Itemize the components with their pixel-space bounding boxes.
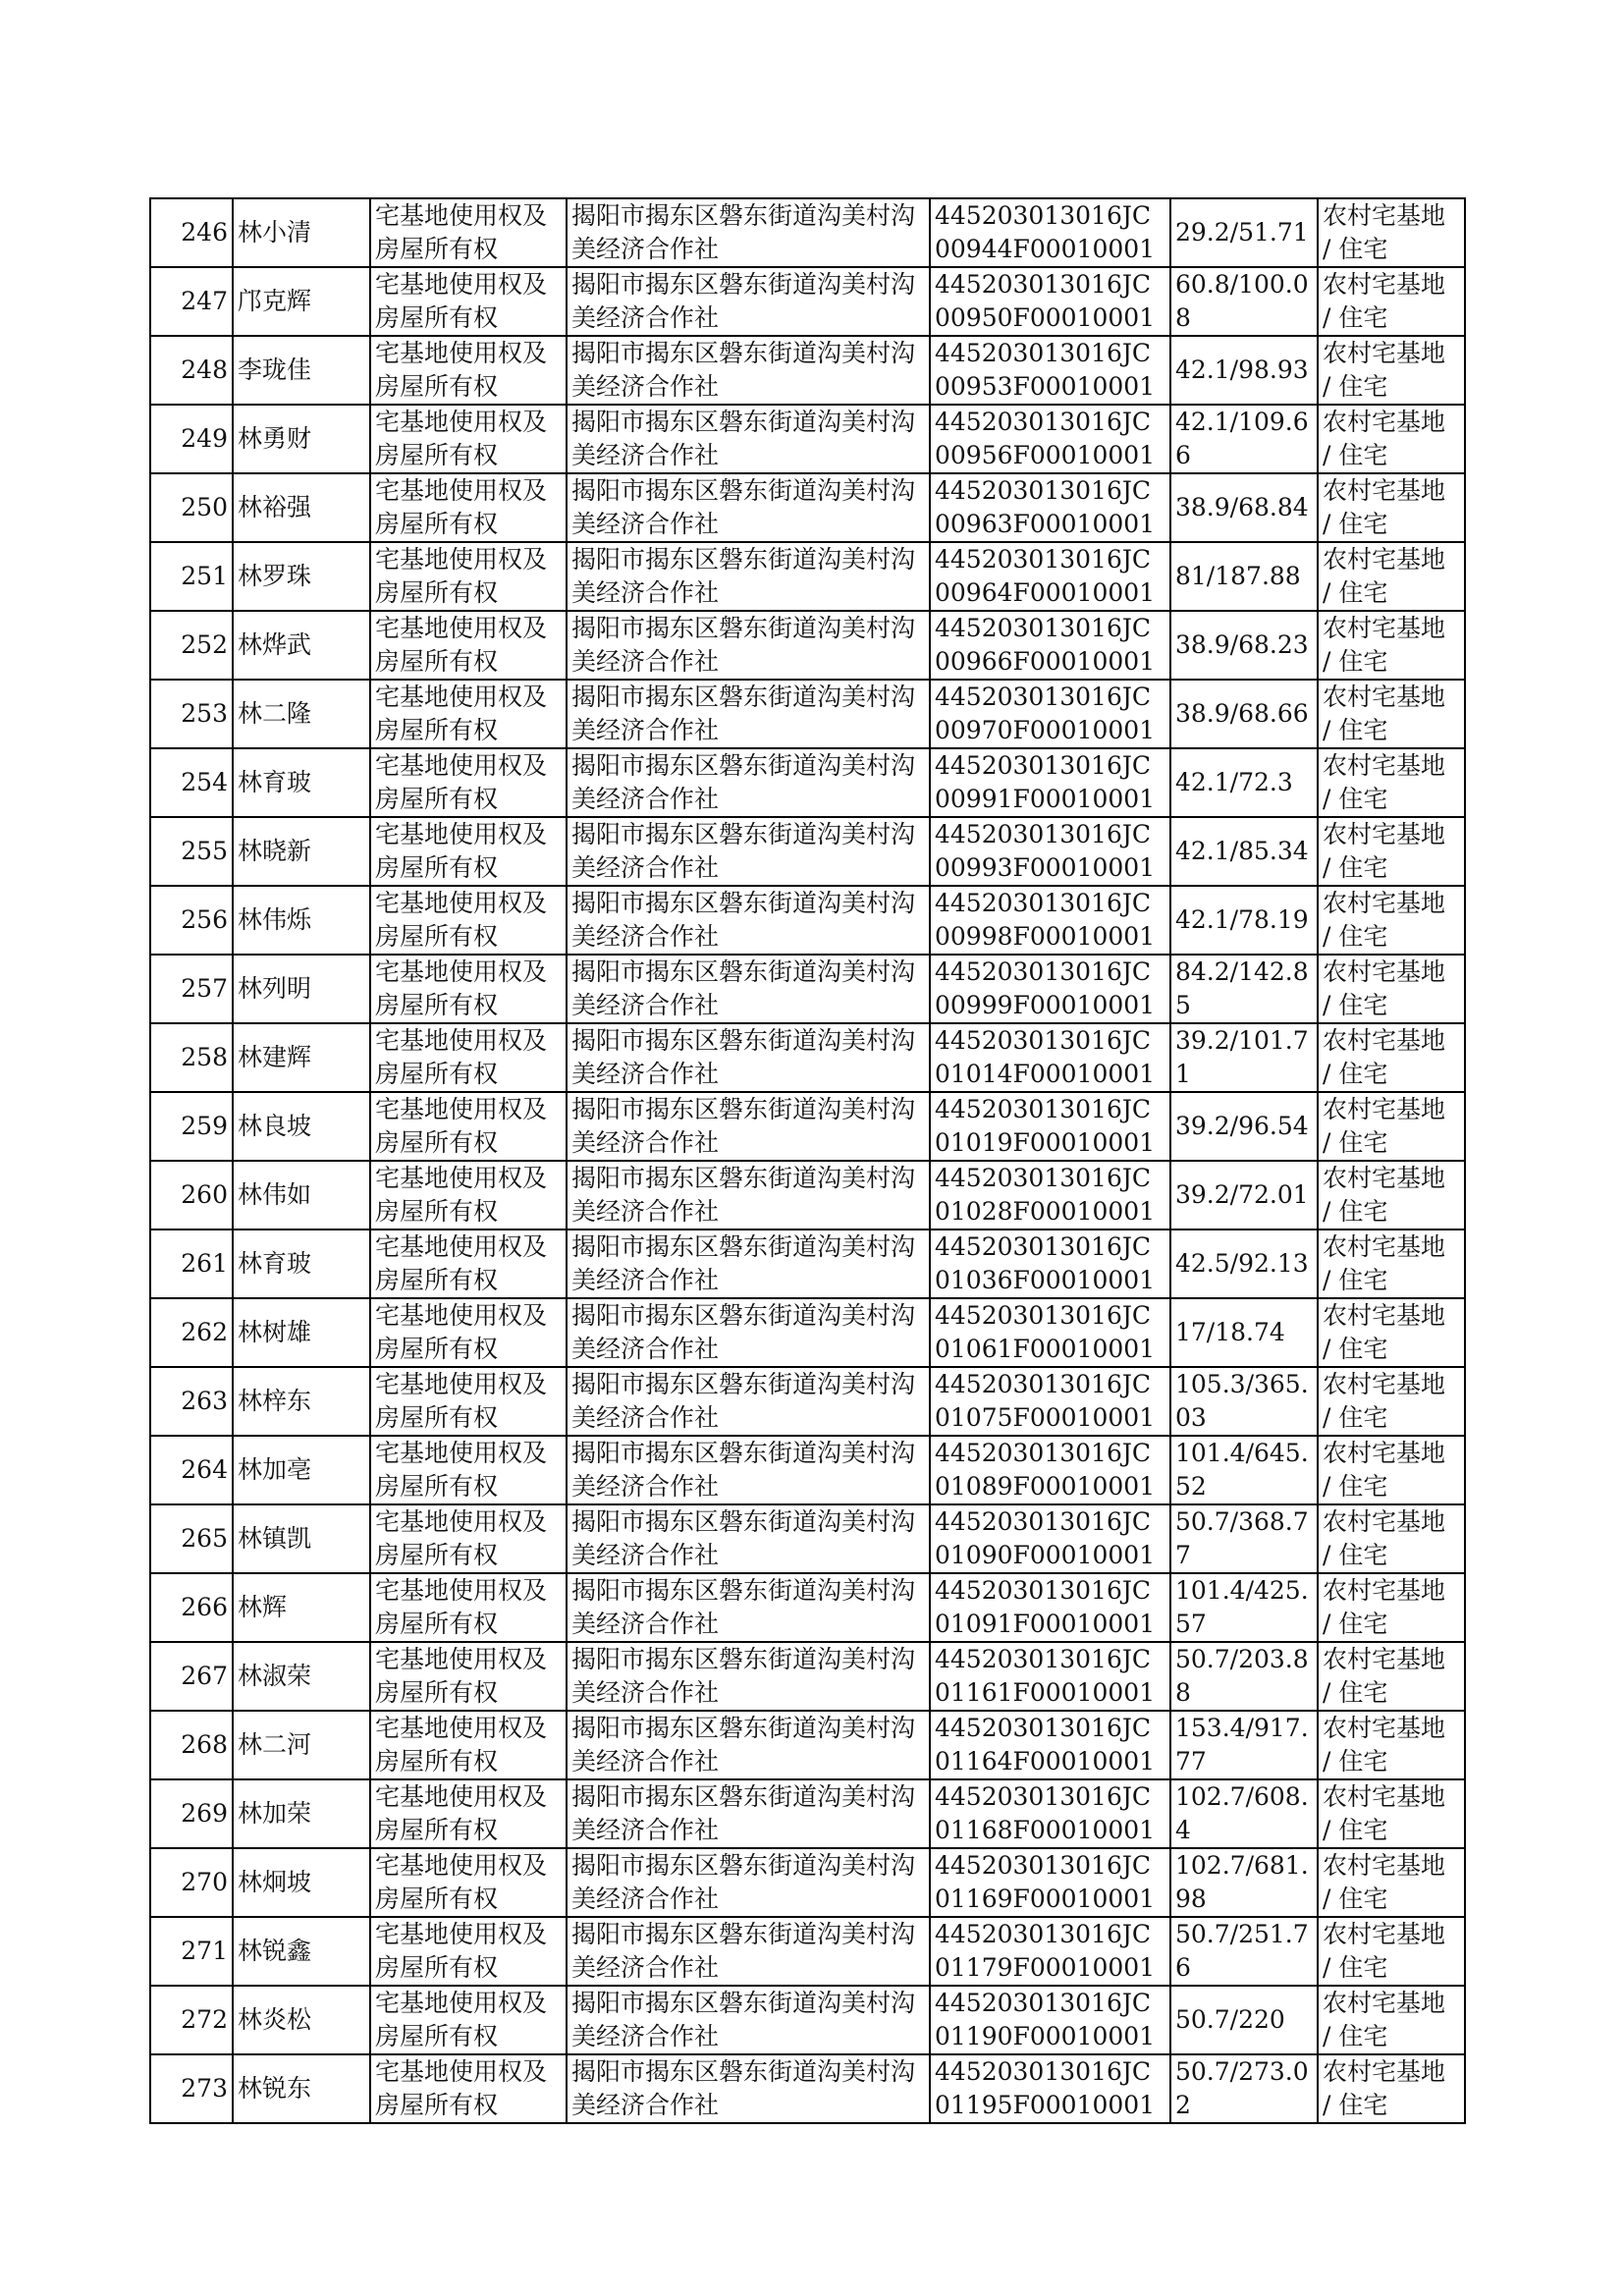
cell-usage: 农村宅基地 / 住宅 <box>1318 680 1465 748</box>
cell-usage: 农村宅基地 / 住宅 <box>1318 611 1465 680</box>
cell-right-type: 宅基地使用权及房屋所有权 <box>370 1779 567 1848</box>
cell-unit-code: 445203013016JC01036F00010001 <box>930 1229 1170 1298</box>
table-row <box>150 336 1465 405</box>
cell-right-type: 宅基地使用权及房屋所有权 <box>370 748 567 817</box>
cell-owner-name: 林淑荣 <box>233 1642 370 1711</box>
cell-right-type: 宅基地使用权及房屋所有权 <box>370 886 567 955</box>
cell-owner-name: 林二隆 <box>233 680 370 748</box>
table-row <box>150 1986 1465 2054</box>
table-row <box>150 1642 1465 1711</box>
cell-location: 揭阳市揭东区磐东街道沟美村沟美经济合作社 <box>567 1642 930 1711</box>
cell-usage: 农村宅基地 / 住宅 <box>1318 748 1465 817</box>
cell-area: 81/187.88 <box>1170 542 1318 611</box>
cell-area: 42.1/109.66 <box>1170 405 1318 473</box>
cell-location: 揭阳市揭东区磐东街道沟美村沟美经济合作社 <box>567 886 930 955</box>
table-row <box>150 1092 1465 1161</box>
cell-row-number: 248 <box>150 336 233 405</box>
cell-right-type: 宅基地使用权及房屋所有权 <box>370 1917 567 1986</box>
cell-unit-code: 445203013016JC00950F00010001 <box>930 267 1170 336</box>
cell-right-type: 宅基地使用权及房屋所有权 <box>370 1986 567 2054</box>
cell-unit-code: 445203013016JC01179F00010001 <box>930 1917 1170 1986</box>
cell-location: 揭阳市揭东区磐东街道沟美村沟美经济合作社 <box>567 2054 930 2123</box>
cell-right-type: 宅基地使用权及房屋所有权 <box>370 611 567 680</box>
cell-location: 揭阳市揭东区磐东街道沟美村沟美经济合作社 <box>567 1504 930 1573</box>
cell-usage: 农村宅基地 / 住宅 <box>1318 1436 1465 1504</box>
cell-unit-code: 445203013016JC00953F00010001 <box>930 336 1170 405</box>
cell-row-number: 259 <box>150 1092 233 1161</box>
cell-area: 102.7/608.4 <box>1170 1779 1318 1848</box>
cell-area: 42.1/78.19 <box>1170 886 1318 955</box>
cell-area: 50.7/273.02 <box>1170 2054 1318 2123</box>
table-row <box>150 267 1465 336</box>
cell-location: 揭阳市揭东区磐东街道沟美村沟美经济合作社 <box>567 1161 930 1229</box>
cell-row-number: 264 <box>150 1436 233 1504</box>
cell-row-number: 247 <box>150 267 233 336</box>
cell-location: 揭阳市揭东区磐东街道沟美村沟美经济合作社 <box>567 1367 930 1436</box>
cell-row-number: 246 <box>150 198 233 267</box>
cell-row-number: 254 <box>150 748 233 817</box>
cell-usage: 农村宅基地 / 住宅 <box>1318 1779 1465 1848</box>
table-row <box>150 1298 1465 1367</box>
cell-usage: 农村宅基地 / 住宅 <box>1318 1367 1465 1436</box>
cell-owner-name: 林加荣 <box>233 1779 370 1848</box>
cell-unit-code: 445203013016JC00956F00010001 <box>930 405 1170 473</box>
cell-usage: 农村宅基地 / 住宅 <box>1318 198 1465 267</box>
cell-owner-name: 林二河 <box>233 1711 370 1779</box>
cell-owner-name: 林勇财 <box>233 405 370 473</box>
cell-right-type: 宅基地使用权及房屋所有权 <box>370 405 567 473</box>
cell-usage: 农村宅基地 / 住宅 <box>1318 1573 1465 1642</box>
cell-unit-code: 445203013016JC01164F00010001 <box>930 1711 1170 1779</box>
cell-location: 揭阳市揭东区磐东街道沟美村沟美经济合作社 <box>567 1023 930 1092</box>
registry-rows <box>150 198 1465 2123</box>
cell-usage: 农村宅基地 / 住宅 <box>1318 1092 1465 1161</box>
cell-location: 揭阳市揭东区磐东街道沟美村沟美经济合作社 <box>567 1298 930 1367</box>
cell-location: 揭阳市揭东区磐东街道沟美村沟美经济合作社 <box>567 748 930 817</box>
table-row <box>150 955 1465 1023</box>
table-row <box>150 748 1465 817</box>
cell-owner-name: 李珑佳 <box>233 336 370 405</box>
cell-area: 153.4/917.77 <box>1170 1711 1318 1779</box>
cell-row-number: 262 <box>150 1298 233 1367</box>
cell-owner-name: 林炯坡 <box>233 1848 370 1917</box>
cell-unit-code: 445203013016JC01091F00010001 <box>930 1573 1170 1642</box>
table-row <box>150 886 1465 955</box>
cell-location: 揭阳市揭东区磐东街道沟美村沟美经济合作社 <box>567 267 930 336</box>
cell-owner-name: 林育玻 <box>233 1229 370 1298</box>
cell-usage: 农村宅基地 / 住宅 <box>1318 1504 1465 1573</box>
cell-row-number: 253 <box>150 680 233 748</box>
cell-row-number: 268 <box>150 1711 233 1779</box>
cell-area: 17/18.74 <box>1170 1298 1318 1367</box>
cell-unit-code: 445203013016JC01075F00010001 <box>930 1367 1170 1436</box>
cell-location: 揭阳市揭东区磐东街道沟美村沟美经济合作社 <box>567 1848 930 1917</box>
cell-owner-name: 林育玻 <box>233 748 370 817</box>
cell-unit-code: 445203013016JC01014F00010001 <box>930 1023 1170 1092</box>
cell-unit-code: 445203013016JC01169F00010001 <box>930 1848 1170 1917</box>
cell-usage: 农村宅基地 / 住宅 <box>1318 336 1465 405</box>
cell-right-type: 宅基地使用权及房屋所有权 <box>370 2054 567 2123</box>
cell-unit-code: 445203013016JC00966F00010001 <box>930 611 1170 680</box>
table-row <box>150 1023 1465 1092</box>
cell-owner-name: 林裕强 <box>233 473 370 542</box>
cell-unit-code: 445203013016JC01089F00010001 <box>930 1436 1170 1504</box>
cell-unit-code: 445203013016JC00991F00010001 <box>930 748 1170 817</box>
cell-usage: 农村宅基地 / 住宅 <box>1318 1642 1465 1711</box>
cell-owner-name: 林炎松 <box>233 1986 370 2054</box>
cell-area: 39.2/101.71 <box>1170 1023 1318 1092</box>
cell-location: 揭阳市揭东区磐东街道沟美村沟美经济合作社 <box>567 1573 930 1642</box>
cell-right-type: 宅基地使用权及房屋所有权 <box>370 198 567 267</box>
cell-usage: 农村宅基地 / 住宅 <box>1318 1161 1465 1229</box>
cell-unit-code: 445203013016JC00998F00010001 <box>930 886 1170 955</box>
table-row <box>150 1917 1465 1986</box>
cell-row-number: 252 <box>150 611 233 680</box>
cell-owner-name: 林锐东 <box>233 2054 370 2123</box>
cell-area: 39.2/72.01 <box>1170 1161 1318 1229</box>
cell-area: 60.8/100.08 <box>1170 267 1318 336</box>
cell-area: 50.7/251.76 <box>1170 1917 1318 1986</box>
table-row <box>150 473 1465 542</box>
cell-right-type: 宅基地使用权及房屋所有权 <box>370 542 567 611</box>
table-row <box>150 1367 1465 1436</box>
cell-row-number: 263 <box>150 1367 233 1436</box>
cell-right-type: 宅基地使用权及房屋所有权 <box>370 680 567 748</box>
cell-unit-code: 445203013016JC01090F00010001 <box>930 1504 1170 1573</box>
cell-right-type: 宅基地使用权及房屋所有权 <box>370 955 567 1023</box>
cell-owner-name: 林树雄 <box>233 1298 370 1367</box>
table-row <box>150 1779 1465 1848</box>
table-row <box>150 198 1465 267</box>
cell-row-number: 267 <box>150 1642 233 1711</box>
cell-unit-code: 445203013016JC00963F00010001 <box>930 473 1170 542</box>
table-row <box>150 1504 1465 1573</box>
cell-area: 105.3/365.03 <box>1170 1367 1318 1436</box>
cell-unit-code: 445203013016JC00999F00010001 <box>930 955 1170 1023</box>
cell-owner-name: 林加亳 <box>233 1436 370 1504</box>
cell-right-type: 宅基地使用权及房屋所有权 <box>370 1367 567 1436</box>
table-row <box>150 611 1465 680</box>
cell-location: 揭阳市揭东区磐东街道沟美村沟美经济合作社 <box>567 405 930 473</box>
cell-usage: 农村宅基地 / 住宅 <box>1318 1711 1465 1779</box>
cell-owner-name: 林锐鑫 <box>233 1917 370 1986</box>
registry-table <box>149 197 1466 2124</box>
table-row <box>150 1711 1465 1779</box>
cell-row-number: 271 <box>150 1917 233 1986</box>
cell-right-type: 宅基地使用权及房屋所有权 <box>370 267 567 336</box>
table-row <box>150 405 1465 473</box>
cell-area: 38.9/68.23 <box>1170 611 1318 680</box>
cell-location: 揭阳市揭东区磐东街道沟美村沟美经济合作社 <box>567 955 930 1023</box>
table-row <box>150 1229 1465 1298</box>
cell-right-type: 宅基地使用权及房屋所有权 <box>370 1504 567 1573</box>
cell-right-type: 宅基地使用权及房屋所有权 <box>370 1092 567 1161</box>
cell-row-number: 273 <box>150 2054 233 2123</box>
cell-row-number: 255 <box>150 817 233 886</box>
cell-right-type: 宅基地使用权及房屋所有权 <box>370 336 567 405</box>
cell-area: 50.7/220 <box>1170 1986 1318 2054</box>
cell-right-type: 宅基地使用权及房屋所有权 <box>370 1436 567 1504</box>
cell-owner-name: 林罗珠 <box>233 542 370 611</box>
cell-owner-name: 林辉 <box>233 1573 370 1642</box>
cell-usage: 农村宅基地 / 住宅 <box>1318 405 1465 473</box>
table-row <box>150 817 1465 886</box>
table-row <box>150 2054 1465 2123</box>
cell-area: 101.4/425.57 <box>1170 1573 1318 1642</box>
cell-area: 29.2/51.71 <box>1170 198 1318 267</box>
cell-location: 揭阳市揭东区磐东街道沟美村沟美经济合作社 <box>567 473 930 542</box>
table-row <box>150 1848 1465 1917</box>
cell-owner-name: 林烨武 <box>233 611 370 680</box>
cell-owner-name: 林小清 <box>233 198 370 267</box>
cell-row-number: 250 <box>150 473 233 542</box>
cell-usage: 农村宅基地 / 住宅 <box>1318 267 1465 336</box>
cell-area: 42.1/98.93 <box>1170 336 1318 405</box>
cell-location: 揭阳市揭东区磐东街道沟美村沟美经济合作社 <box>567 198 930 267</box>
cell-location: 揭阳市揭东区磐东街道沟美村沟美经济合作社 <box>567 1092 930 1161</box>
cell-right-type: 宅基地使用权及房屋所有权 <box>370 1848 567 1917</box>
cell-area: 38.9/68.84 <box>1170 473 1318 542</box>
cell-usage: 农村宅基地 / 住宅 <box>1318 955 1465 1023</box>
cell-location: 揭阳市揭东区磐东街道沟美村沟美经济合作社 <box>567 1711 930 1779</box>
cell-area: 101.4/645.52 <box>1170 1436 1318 1504</box>
cell-unit-code: 445203013016JC01061F00010001 <box>930 1298 1170 1367</box>
cell-location: 揭阳市揭东区磐东街道沟美村沟美经济合作社 <box>567 817 930 886</box>
cell-right-type: 宅基地使用权及房屋所有权 <box>370 1642 567 1711</box>
cell-area: 42.1/85.34 <box>1170 817 1318 886</box>
cell-unit-code: 445203013016JC00964F00010001 <box>930 542 1170 611</box>
cell-row-number: 266 <box>150 1573 233 1642</box>
cell-usage: 农村宅基地 / 住宅 <box>1318 473 1465 542</box>
cell-row-number: 265 <box>150 1504 233 1573</box>
cell-location: 揭阳市揭东区磐东街道沟美村沟美经济合作社 <box>567 1917 930 1986</box>
cell-unit-code: 445203013016JC01161F00010001 <box>930 1642 1170 1711</box>
cell-owner-name: 林伟如 <box>233 1161 370 1229</box>
cell-usage: 农村宅基地 / 住宅 <box>1318 1023 1465 1092</box>
cell-owner-name: 林晓新 <box>233 817 370 886</box>
cell-usage: 农村宅基地 / 住宅 <box>1318 1917 1465 1986</box>
cell-unit-code: 445203013016JC01190F00010001 <box>930 1986 1170 2054</box>
cell-right-type: 宅基地使用权及房屋所有权 <box>370 1573 567 1642</box>
cell-row-number: 272 <box>150 1986 233 2054</box>
cell-usage: 农村宅基地 / 住宅 <box>1318 886 1465 955</box>
cell-area: 102.7/681.98 <box>1170 1848 1318 1917</box>
table-row <box>150 1573 1465 1642</box>
cell-usage: 农村宅基地 / 住宅 <box>1318 1986 1465 2054</box>
cell-location: 揭阳市揭东区磐东街道沟美村沟美经济合作社 <box>567 611 930 680</box>
cell-right-type: 宅基地使用权及房屋所有权 <box>370 1229 567 1298</box>
cell-area: 42.5/92.13 <box>1170 1229 1318 1298</box>
cell-unit-code: 445203013016JC00993F00010001 <box>930 817 1170 886</box>
cell-right-type: 宅基地使用权及房屋所有权 <box>370 1161 567 1229</box>
cell-row-number: 261 <box>150 1229 233 1298</box>
cell-usage: 农村宅基地 / 住宅 <box>1318 542 1465 611</box>
cell-owner-name: 林建辉 <box>233 1023 370 1092</box>
cell-right-type: 宅基地使用权及房屋所有权 <box>370 1711 567 1779</box>
cell-unit-code: 445203013016JC01019F00010001 <box>930 1092 1170 1161</box>
cell-unit-code: 445203013016JC00970F00010001 <box>930 680 1170 748</box>
cell-owner-name: 林镇凯 <box>233 1504 370 1573</box>
cell-area: 39.2/96.54 <box>1170 1092 1318 1161</box>
cell-location: 揭阳市揭东区磐东街道沟美村沟美经济合作社 <box>567 1436 930 1504</box>
cell-area: 50.7/203.88 <box>1170 1642 1318 1711</box>
cell-right-type: 宅基地使用权及房屋所有权 <box>370 817 567 886</box>
table-row <box>150 1436 1465 1504</box>
cell-usage: 农村宅基地 / 住宅 <box>1318 1298 1465 1367</box>
cell-unit-code: 445203013016JC01168F00010001 <box>930 1779 1170 1848</box>
cell-location: 揭阳市揭东区磐东街道沟美村沟美经济合作社 <box>567 1229 930 1298</box>
cell-owner-name: 邝克辉 <box>233 267 370 336</box>
cell-location: 揭阳市揭东区磐东街道沟美村沟美经济合作社 <box>567 680 930 748</box>
cell-area: 50.7/368.77 <box>1170 1504 1318 1573</box>
cell-unit-code: 445203013016JC00944F00010001 <box>930 198 1170 267</box>
cell-area: 84.2/142.85 <box>1170 955 1318 1023</box>
cell-owner-name: 林列明 <box>233 955 370 1023</box>
cell-area: 38.9/68.66 <box>1170 680 1318 748</box>
cell-owner-name: 林梓东 <box>233 1367 370 1436</box>
table-row <box>150 542 1465 611</box>
cell-location: 揭阳市揭东区磐东街道沟美村沟美经济合作社 <box>567 542 930 611</box>
cell-location: 揭阳市揭东区磐东街道沟美村沟美经济合作社 <box>567 336 930 405</box>
cell-unit-code: 445203013016JC01028F00010001 <box>930 1161 1170 1229</box>
cell-row-number: 270 <box>150 1848 233 1917</box>
table-row <box>150 680 1465 748</box>
cell-row-number: 269 <box>150 1779 233 1848</box>
cell-row-number: 249 <box>150 405 233 473</box>
cell-location: 揭阳市揭东区磐东街道沟美村沟美经济合作社 <box>567 1779 930 1848</box>
cell-owner-name: 林良坡 <box>233 1092 370 1161</box>
cell-usage: 农村宅基地 / 住宅 <box>1318 817 1465 886</box>
table-row <box>150 1161 1465 1229</box>
cell-right-type: 宅基地使用权及房屋所有权 <box>370 1023 567 1092</box>
cell-row-number: 257 <box>150 955 233 1023</box>
cell-usage: 农村宅基地 / 住宅 <box>1318 1848 1465 1917</box>
cell-row-number: 251 <box>150 542 233 611</box>
cell-right-type: 宅基地使用权及房屋所有权 <box>370 473 567 542</box>
cell-row-number: 258 <box>150 1023 233 1092</box>
cell-location: 揭阳市揭东区磐东街道沟美村沟美经济合作社 <box>567 1986 930 2054</box>
cell-row-number: 256 <box>150 886 233 955</box>
cell-usage: 农村宅基地 / 住宅 <box>1318 1229 1465 1298</box>
cell-usage: 农村宅基地 / 住宅 <box>1318 2054 1465 2123</box>
cell-right-type: 宅基地使用权及房屋所有权 <box>370 1298 567 1367</box>
cell-row-number: 260 <box>150 1161 233 1229</box>
cell-unit-code: 445203013016JC01195F00010001 <box>930 2054 1170 2123</box>
cell-area: 42.1/72.3 <box>1170 748 1318 817</box>
cell-owner-name: 林伟烁 <box>233 886 370 955</box>
